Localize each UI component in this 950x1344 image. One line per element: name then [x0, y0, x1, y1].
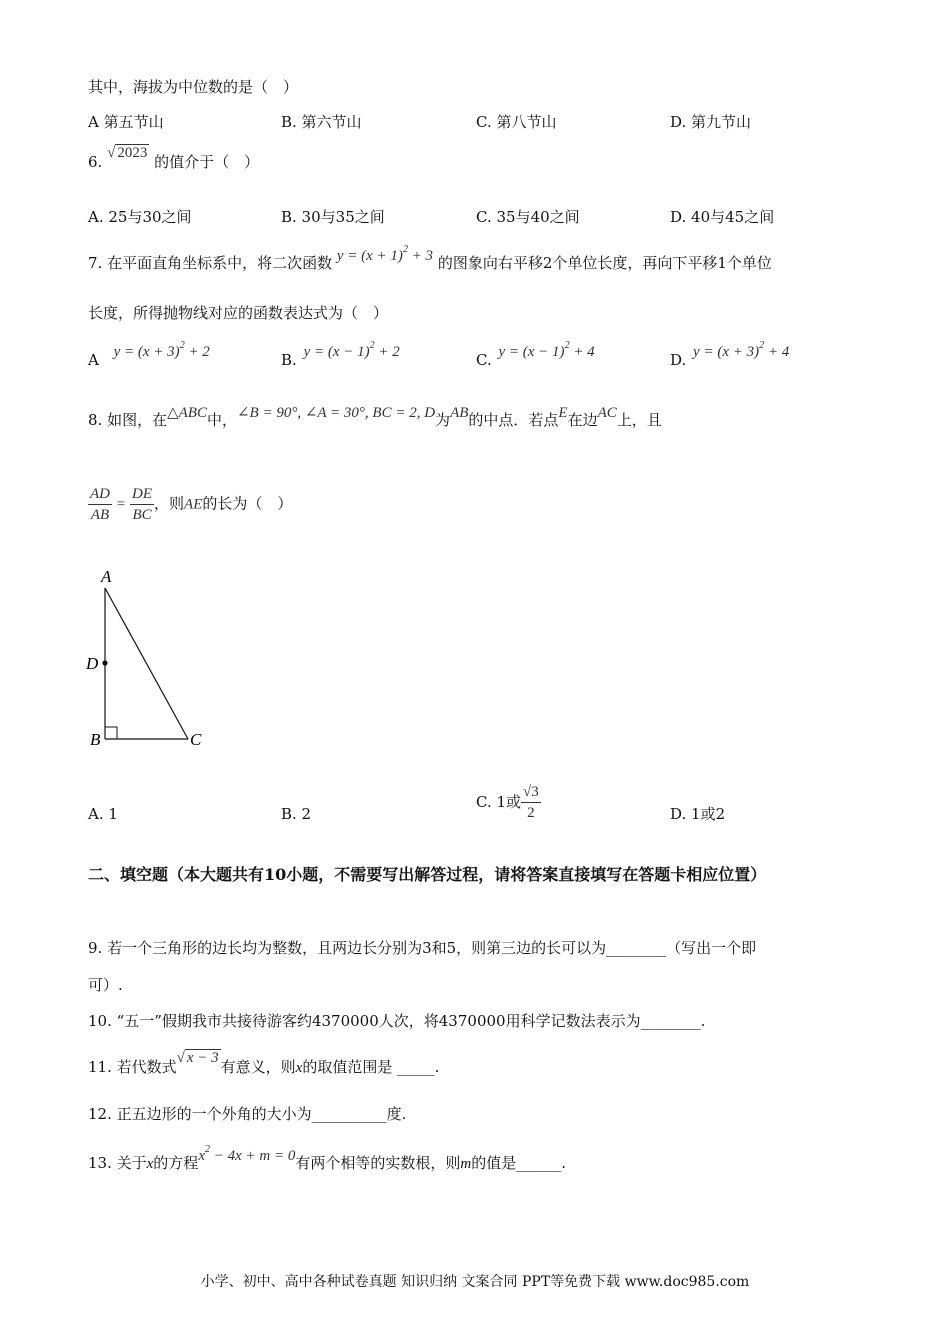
q6-option-b: B. 30与35之间: [281, 208, 385, 226]
q13-text: 13. 关于x的方程$x^2 - 4x + m = 0$有两个相等的实数根，则m的值是______.: [88, 1144, 566, 1172]
q8-option-d: D. 1或2: [670, 805, 726, 823]
label-c: C: [190, 730, 202, 749]
q5-option-b: B. 第六节山: [281, 113, 362, 131]
q7-number: 7. 在平面直角坐标系中，将二次函数: [88, 254, 333, 272]
q9-line1: 9. 若一个三角形的边长均为整数，且两边长分别为3和5，则第三边的长可以为________（写出一个即: [88, 939, 757, 957]
q7-option-b: B. $y = (x - 1)^2 + 2$: [281, 340, 400, 369]
section-2-title: 二、填空题（本大题共有10小题，不需要写出解答过程，请将答案直接填写在答题卡相应位置）: [88, 865, 767, 884]
q6-stem-tail: 的值介于（ ）: [154, 153, 260, 171]
q5-option-a: A 第五节山: [88, 113, 164, 131]
q8-option-a: A. 1: [88, 805, 118, 823]
q7-option-a: A $y = (x + 3)^2 + 2$: [88, 340, 210, 369]
right-angle-mark: [105, 727, 117, 739]
q8-condition: ∠B = 90°, ∠A = 30°, BC = 2, D: [236, 405, 436, 421]
q5-option-c: C. 第八节山: [476, 113, 557, 131]
q11-sqrt: √ x − 3: [176, 1050, 219, 1066]
q6-radicand: 2023: [117, 145, 148, 161]
q6-stem: [88, 145, 260, 173]
q5-stem: 其中，海拔为中位数的是（ ）: [88, 78, 299, 96]
q11-text: 11. 若代数式√ x − 3 有意义，则x的取值范围是 _____.: [88, 1050, 440, 1076]
q6-option-a: A. 25与30之间: [88, 208, 192, 226]
label-b: B: [90, 730, 101, 749]
q8-number: 8. 如图，在: [88, 411, 168, 429]
q6-option-d: D. 40与45之间: [670, 208, 775, 226]
label-d: D: [86, 654, 99, 673]
q7-function: $y = (x + 1)^2 + 3$: [336, 244, 434, 264]
label-a: A: [101, 567, 112, 586]
q6-option-c: C. 35与40之间: [476, 208, 580, 226]
q5-option-d: D. 第九节山: [670, 113, 752, 131]
q6-number: 6.: [88, 153, 103, 171]
q8-stem: 8. 如图，在△ABC中，∠B = 90°, ∠A = 30°, BC = 2, D为AB的中点．若点E在边AC上，且: [88, 405, 662, 429]
side-ac: [105, 588, 188, 739]
q8-triangle: △ABC: [167, 405, 207, 421]
q8-option-c: C. 1或 $\frac{√3}{2}$: [476, 784, 539, 821]
q8-triangle-figure: [80, 560, 220, 755]
q10-text: 10. “五一”假期我市共接待游客约4370000人次，将4370000用科学记数法表示为________.: [88, 1012, 706, 1030]
q7-option-c: C. $y = (x - 1)^2 + 4$: [476, 340, 595, 369]
q6-sqrt: √ 2023: [107, 145, 148, 161]
q8-fraction-2: $\frac{DE}{BC}$: [132, 486, 153, 523]
q7-line2: 长度，所得抛物线对应的函数表达式为（ ）: [88, 304, 389, 322]
q13-equation: $x^2 - 4x + m = 0$: [198, 1144, 296, 1164]
q12-text: 12. 正五边形的一个外角的大小为__________度.: [88, 1105, 407, 1123]
q9-line2: 可）.: [88, 976, 123, 994]
point-d-dot: [102, 660, 107, 665]
footer-text: 小学、初中、高中各种试卷真题 知识归纳 文案合同 PPT等免费下载 www.doc985.com: [200, 1274, 750, 1290]
q8-stem-line2: $\frac{AD}{AB}$ = $\frac{DE}{BC}$ ，则AE的长为（ ）: [90, 486, 293, 523]
q7-stem-tail: 的图象向右平移2个单位长度，再向下平移1个单位: [437, 254, 772, 272]
q7-option-d: D. $y = (x + 3)^2 + 4$: [670, 340, 790, 369]
q8-option-b: B. 2: [281, 805, 312, 823]
q7-stem: [88, 244, 772, 276]
q8-fraction-1: $\frac{AD}{AB}$: [90, 486, 110, 523]
